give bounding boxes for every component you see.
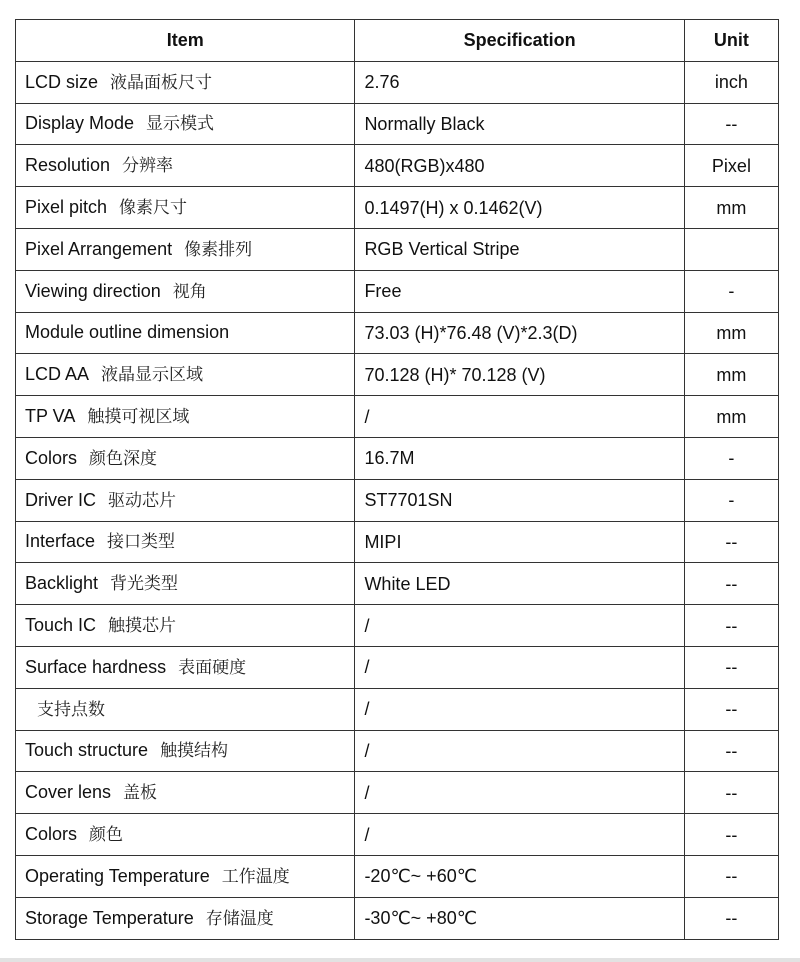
unit-cell: -- bbox=[684, 855, 778, 897]
table-row bbox=[16, 187, 779, 229]
table-row bbox=[16, 772, 779, 814]
item-cell bbox=[16, 897, 355, 939]
unit-cell: - bbox=[684, 479, 778, 521]
item-cell bbox=[16, 772, 355, 814]
table-row bbox=[16, 605, 779, 647]
specification-cell: -20℃~ +60℃ bbox=[355, 855, 684, 897]
unit-cell: - bbox=[684, 437, 778, 479]
item-label-zh: 背光类型 bbox=[110, 574, 179, 595]
item-cell bbox=[16, 521, 355, 563]
specification-table bbox=[15, 19, 779, 940]
table-row bbox=[16, 61, 779, 103]
table-row bbox=[16, 228, 779, 270]
table-row bbox=[16, 688, 779, 730]
specification-cell: / bbox=[355, 646, 684, 688]
specification-cell: 2.76 bbox=[355, 61, 684, 103]
specification-cell: 0.1497(H) x 0.1462(V) bbox=[355, 187, 684, 229]
table-row bbox=[16, 730, 779, 772]
item-label-zh: 盖板 bbox=[123, 783, 158, 804]
item-label-zh: 接口类型 bbox=[107, 532, 176, 553]
item-cell bbox=[16, 437, 355, 479]
item-label-zh: 颜色 bbox=[89, 825, 124, 846]
item-label-en: Resolution bbox=[25, 155, 111, 176]
specification-cell: / bbox=[355, 814, 684, 856]
unit-cell: -- bbox=[684, 605, 778, 647]
unit-cell: -- bbox=[684, 563, 778, 605]
item-label-en: Touch structure bbox=[25, 740, 149, 761]
unit-cell: -- bbox=[684, 772, 778, 814]
item-label-en: Driver IC bbox=[25, 489, 96, 510]
item-cell bbox=[16, 730, 355, 772]
specification-cell: 73.03 (H)*76.48 (V)*2.3(D) bbox=[355, 312, 684, 354]
unit-cell: -- bbox=[684, 730, 778, 772]
unit-cell: Pixel bbox=[684, 145, 778, 187]
item-label-zh: 存储温度 bbox=[205, 908, 274, 929]
item-label-en: Surface hardness bbox=[25, 656, 167, 677]
item-label-en: Interface bbox=[25, 531, 96, 552]
item-label-en: Backlight bbox=[25, 573, 99, 594]
table-row bbox=[16, 814, 779, 856]
header-unit: Unit bbox=[684, 20, 778, 62]
item-cell bbox=[16, 688, 355, 730]
specification-cell: RGB Vertical Stripe bbox=[355, 228, 684, 270]
unit-cell: - bbox=[684, 270, 778, 312]
specification-cell: Normally Black bbox=[355, 103, 684, 145]
table-row bbox=[16, 396, 779, 438]
unit-cell: -- bbox=[684, 897, 778, 939]
item-cell bbox=[16, 187, 355, 229]
item-label-en: Pixel Arrangement bbox=[25, 238, 173, 259]
unit-cell bbox=[684, 228, 778, 270]
item-cell bbox=[16, 814, 355, 856]
table-row bbox=[16, 437, 779, 479]
item-label-zh: 工作温度 bbox=[221, 866, 290, 887]
item-cell bbox=[16, 646, 355, 688]
unit-cell: -- bbox=[684, 814, 778, 856]
specification-cell: / bbox=[355, 688, 684, 730]
specification-cell: ST7701SN bbox=[355, 479, 684, 521]
unit-cell: mm bbox=[684, 312, 778, 354]
table-row bbox=[16, 103, 779, 145]
item-label-zh: 支持点数 bbox=[37, 699, 105, 720]
table-body bbox=[16, 61, 779, 939]
table-row bbox=[16, 270, 779, 312]
page-bottom-edge bbox=[0, 958, 800, 962]
specification-cell: 16.7M bbox=[355, 437, 684, 479]
item-cell bbox=[16, 103, 355, 145]
item-label-zh: 液晶面板尺寸 bbox=[110, 72, 213, 93]
item-label-zh: 显示模式 bbox=[146, 114, 215, 135]
specification-cell: White LED bbox=[355, 563, 684, 605]
item-cell bbox=[16, 61, 355, 103]
specification-cell: / bbox=[355, 396, 684, 438]
specification-cell: / bbox=[355, 772, 684, 814]
item-cell bbox=[16, 563, 355, 605]
item-cell bbox=[16, 312, 355, 354]
table-row bbox=[16, 855, 779, 897]
item-label-zh: 液晶显示区域 bbox=[101, 365, 204, 386]
specification-cell: Free bbox=[355, 270, 684, 312]
table-row bbox=[16, 354, 779, 396]
unit-cell: mm bbox=[684, 396, 778, 438]
unit-cell: -- bbox=[684, 103, 778, 145]
item-label-en: Colors bbox=[25, 824, 78, 845]
item-label-en: Touch IC bbox=[25, 615, 97, 636]
item-label-en: LCD size bbox=[25, 71, 99, 92]
item-cell bbox=[16, 354, 355, 396]
specification-cell: 480(RGB)x480 bbox=[355, 145, 684, 187]
item-label-en: Pixel pitch bbox=[25, 197, 108, 218]
item-label-zh: 像素尺寸 bbox=[119, 198, 188, 219]
item-label-zh: 表面硬度 bbox=[178, 657, 247, 678]
item-label-en: Viewing direction bbox=[25, 280, 161, 301]
item-label-zh: 触摸可视区域 bbox=[87, 407, 190, 428]
table-row bbox=[16, 312, 779, 354]
item-label-zh: 像素排列 bbox=[184, 239, 253, 260]
item-label-zh: 视角 bbox=[172, 281, 207, 302]
specification-cell: -30℃~ +80℃ bbox=[355, 897, 684, 939]
item-label-en: Storage Temperature bbox=[25, 907, 194, 928]
item-label-en: Colors bbox=[25, 447, 78, 468]
table-row bbox=[16, 521, 779, 563]
item-cell bbox=[16, 270, 355, 312]
table-row bbox=[16, 479, 779, 521]
unit-cell: mm bbox=[684, 187, 778, 229]
table-row bbox=[16, 145, 779, 187]
table-row bbox=[16, 563, 779, 605]
item-label-en: Display Mode bbox=[25, 113, 135, 134]
item-label-zh: 驱动芯片 bbox=[108, 490, 176, 511]
unit-cell: -- bbox=[684, 688, 778, 730]
specification-cell: / bbox=[355, 730, 684, 772]
specification-cell: 70.128 (H)* 70.128 (V) bbox=[355, 354, 684, 396]
item-cell bbox=[16, 479, 355, 521]
item-cell bbox=[16, 145, 355, 187]
specification-cell: / bbox=[355, 605, 684, 647]
unit-cell: -- bbox=[684, 521, 778, 563]
item-cell bbox=[16, 855, 355, 897]
table-row bbox=[16, 646, 779, 688]
item-label-en: TP VA bbox=[25, 406, 76, 427]
item-label-en: Module outline dimension bbox=[25, 322, 230, 343]
header-item: Item bbox=[16, 20, 355, 62]
table-header-row bbox=[16, 20, 779, 62]
item-label-en: LCD AA bbox=[25, 364, 90, 385]
item-label-en: Operating Temperature bbox=[25, 865, 210, 886]
specification-cell: MIPI bbox=[355, 521, 684, 563]
header-specification: Specification bbox=[355, 20, 684, 62]
item-label-zh: 颜色深度 bbox=[89, 448, 158, 469]
item-label-en: Cover lens bbox=[25, 782, 112, 803]
unit-cell: -- bbox=[684, 646, 778, 688]
item-label-zh: 触摸结构 bbox=[160, 741, 229, 762]
item-label-zh: 分辨率 bbox=[122, 156, 174, 177]
item-cell bbox=[16, 228, 355, 270]
unit-cell: inch bbox=[684, 61, 778, 103]
item-label-zh: 触摸芯片 bbox=[108, 616, 177, 637]
item-cell bbox=[16, 605, 355, 647]
unit-cell: mm bbox=[684, 354, 778, 396]
item-cell bbox=[16, 396, 355, 438]
table-row bbox=[16, 897, 779, 939]
